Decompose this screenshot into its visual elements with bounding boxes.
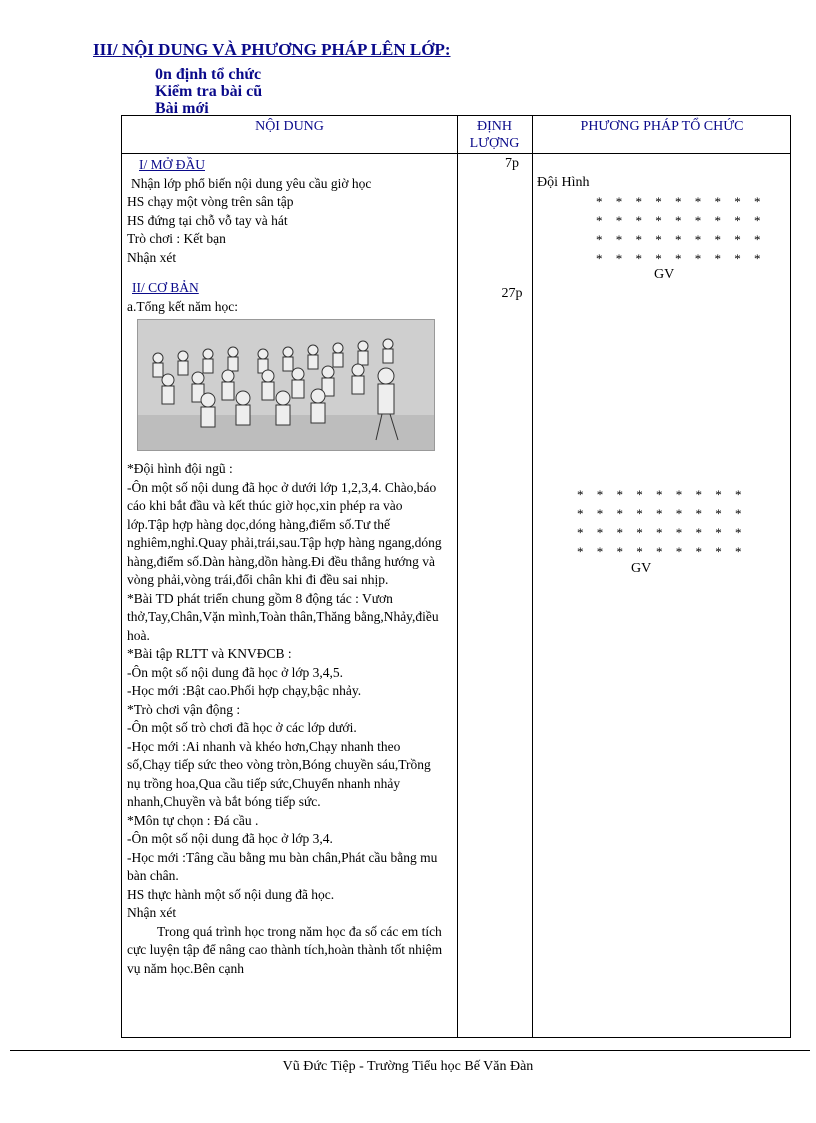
lesson-steps [155, 66, 262, 117]
section2-line: -Học mới :Ai nhanh và khéo hơn,Chạy nhanh theo số,Chạy tiếp sức theo vòng tròn,Bóng chuyền sáu,Trồng nụ trồng hoa,Qua cầu tiếp sức,Chuyển nhanh nhảy nhanh,Chuyền và bắt bóng tiếp sức. [127, 738, 431, 809]
teacher-marker: GV [654, 267, 675, 282]
section2-intro: a.Tổng kết năm học: [127, 298, 238, 314]
column-divider [532, 116, 533, 1037]
page-footer: Vũ Đức Tiệp - Trường Tiểu học Bế Văn Đàn [282, 1059, 534, 1074]
teacher-marker: GV [631, 561, 652, 576]
section1-time: 7p [505, 156, 519, 171]
content-column [127, 156, 445, 978]
lesson-table [121, 115, 791, 1038]
step-item: 0n định tổ chức [155, 66, 262, 83]
formation-row: * * * * * * * * * [577, 506, 747, 521]
students-drawing-icon [138, 320, 434, 450]
section2-title: II/ CƠ BẢN [132, 280, 199, 295]
formation-row: * * * * * * * * * [596, 232, 766, 247]
formation-row: * * * * * * * * * [577, 487, 747, 502]
header-method: PHƯƠNG PHÁP TỔ CHỨC [580, 119, 744, 134]
section2-line: *Môn tự chọn : Đá cầu . [127, 812, 259, 828]
section1-line: HS đứng tại chỗ vỗ tay và hát [127, 212, 288, 228]
formation-grid [577, 485, 747, 561]
section2-line: -Ôn một số nội dung đã học ở dưới lớp 1,2,3,4. Chào,báo cáo khi bắt đầu và kết thúc giờ học,xin phép ra vào lớp.Tập hợp hàng dọc,dóng hàng,điểm số.Tư thế nghiêm,nghỉ.Quay phải,trái,sau.Tập hợp hàng ngang,dóng hàng,điểm số.Dàn hàng,dồn hàng.Đi đều thẳng hướng và vòng phải,vòng trái,đổi chân khi đi đều sai nhịp. [127, 479, 442, 587]
section2-line: HS thực hành một số nội dung đã học. [127, 886, 335, 902]
section2-line: -Ôn một số nội dung đã học ở lớp 3,4. [127, 831, 333, 846]
column-divider [457, 116, 458, 1037]
formation-label: Đội Hình [537, 175, 590, 190]
section2-line: *Bài tập RLTT và KNVĐCB : [127, 646, 292, 661]
section2-time: 27p [501, 286, 523, 301]
section2-line: Trong quá trình học trong năm học đa số các em tích cực luyện tập để nâng cao thành tích,hoàn thành tốt nhiệm vụ năm học.Bên cạnh [127, 923, 443, 976]
formation-row: * * * * * * * * * [596, 213, 766, 228]
section2-line: *Trò chơi vận động : [127, 701, 241, 717]
header-divider [122, 153, 790, 154]
section2-line: -Học mới :Tâng cầu bằng mu bàn chân,Phát cầu bằng mu bàn chân. [127, 849, 438, 883]
formation-row: * * * * * * * * * [577, 544, 747, 559]
section1-line: Trò chơi : Kết bạn [127, 231, 226, 246]
header-content: NỘI DUNG [255, 119, 324, 134]
formation-row: * * * * * * * * * [596, 251, 766, 266]
section2-line: -Ôn một số trò chơi đã học ở các lớp dưới. [127, 720, 357, 735]
section1-line: Nhận xét [127, 249, 177, 265]
step-item: Kiểm tra bài cũ [155, 83, 263, 100]
section1-line: HS chạy một vòng trên sân tập [127, 194, 294, 209]
section-heading: III/ NỘI DUNG VÀ PHƯƠNG PHÁP LÊN LỚP: [93, 40, 451, 59]
footer-divider [10, 1050, 810, 1051]
step-item: Bài mới [155, 100, 209, 117]
formation-row: * * * * * * * * * [577, 525, 747, 540]
formation-grid [596, 192, 766, 268]
formation-row: * * * * * * * * * [596, 194, 766, 209]
header-amount: ĐỊNH LƯỢNG [469, 119, 520, 151]
section2-line: Nhận xét [127, 905, 177, 920]
section2-line: *Bài TD phát triển chung gồm 8 động tác : Vươn thở,Tay,Chân,Vặn mình,Toàn thân,Thăng bằng,Nhảy,điều hoà. [127, 590, 439, 643]
section2-line: -Ôn một số nội dung đã học ở lớp 3,4,5. [127, 664, 344, 680]
section2-line: *Đội hình đội ngũ : [127, 461, 233, 476]
section1-title: I/ MỞ ĐẦU [139, 157, 205, 172]
section1-line: Nhận lớp phổ biến nội dung yêu cầu giờ học [131, 175, 372, 191]
students-formation-illustration [137, 319, 435, 451]
section2-line: -Học mới :Bật cao.Phối hợp chạy,bậc nhảy. [127, 683, 362, 698]
